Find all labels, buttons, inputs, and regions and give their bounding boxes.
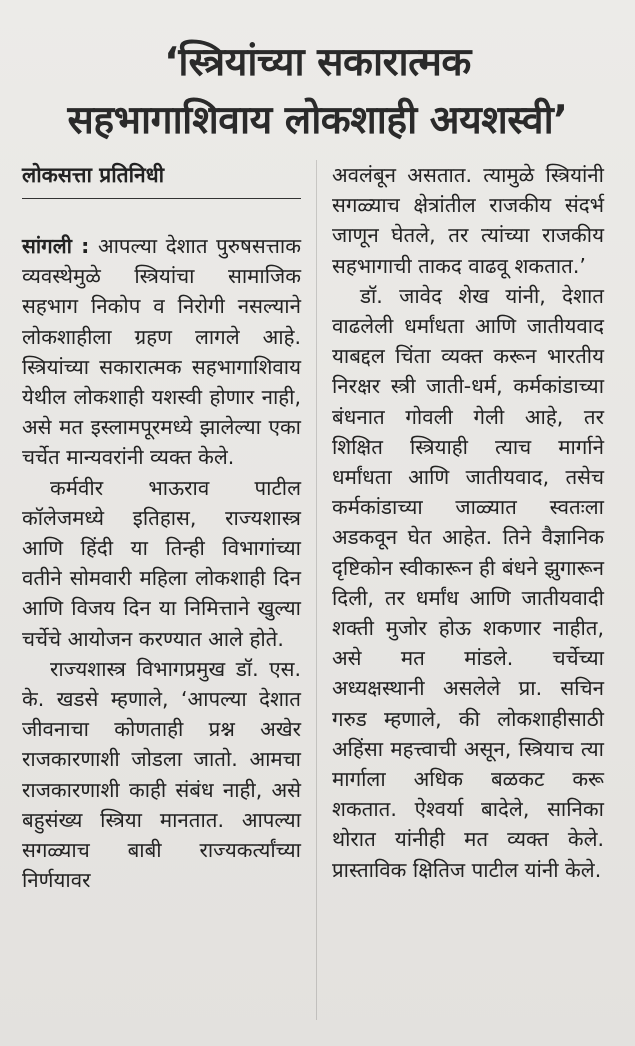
paragraph-1 (22, 231, 301, 473)
headline-line-2: सहभागाशिवाय लोकशाही अयशस्वी’ (67, 98, 568, 143)
headline (14, 34, 621, 150)
paragraph-4: अवलंबून असतात. त्यामुळे स्त्रियांनी सगळ्याच क्षेत्रांतील राजकीय संदर्भ जाणून घेतले, तर त्यांच्या राजकीय सहभागाची ताकद वाढवू शकतात.’ (332, 163, 604, 278)
column-divider (316, 160, 317, 1020)
article-right-column (332, 160, 604, 885)
paragraph-2: कर्मवीर भाऊराव पाटील कॉलेजमध्ये इतिहास, राज्यशास्त्र आणि हिंदी या तिन्ही विभागांच्या वतीने सोमवारी महिला लोकशाही दिन आणि विजय दिन या निमित्ताने खुल्या चर्चेचे आयोजन करण्यात आले होते. (22, 475, 301, 651)
paragraph-1-text: आपल्या देशात पुरुषसत्ताक व्यवस्थेमुळे स्त्रियांचा सामाजिक सहभाग निकोप व निरोगी नसल्याने लोकशाहीला ग्रहण लागले आहे. स्त्रियांच्या सकारात्मक सहभागाशिवाय येथील लोकशाही यशस्वी होणार नाही, असे मत इस्लामपूरमध्ये झालेल्या एका चर्चेत मान्यवरांनी व्यक्त केले. (22, 234, 301, 470)
dateline-place: सांगली : (22, 234, 90, 258)
article-left-column (22, 160, 301, 895)
paragraph-3: राज्यशास्त्र विभागप्रमुख डॉ. एस. के. खडसे म्हणाले, ‘आपल्या देशात जीवनाचा कोणताही प्रश्न अखेर राजकारणाशी जोडला जातो. आमचा राजकारणाशी काही संबंध नाही, असे बहुसंख्य स्त्रिया मानतात. आपल्या सगळ्याच बाबी राज्यकर्त्यांच्या निर्णयावर (22, 656, 301, 893)
paragraph-5: डॉ. जावेद शेख यांनी, देशात वाढलेली धर्मांधता आणि जातीयवाद याबद्दल चिंता व्यक्त करून भारतीय निरक्षर स्त्री जाती-धर्म, कर्मकांडाच्या बंधनात गोवली गेली आहे, तर शिक्षित स्त्रियाही त्याच मार्गाने धर्मांधता आणि जातीयवाद, तसेच कर्मकांडाच्या जाळ्यात स्वतःला अडकवून घेत आहेत. तिने वैज्ञानिक दृष्टिकोन स्वीकारून ही बंधने झुगारून दिली, तर धर्मांध आणि जातीयवादी शक्ती मुजोर होऊ शकणार नाहीत, असे मत मांडले. चर्चेच्या अध्यक्षस्थानी असलेले प्रा. सचिन गरुड म्हणाले, की लोकशाहीसाठी अहिंसा महत्त्वाची असून, स्त्रियाच त्या मार्गाला अधिक बळकट करू शकतात. ऐश्वर्या बादेले, सानिका थोरात यांनीही मत व्यक्त केले. प्रास्ताविक क्षितिज पाटील यांनी केले. (332, 283, 604, 882)
headline-line-1: ‘स्त्रियांच्या सकारात्मक (164, 40, 471, 85)
byline: लोकसत्ता प्रतिनिधी (22, 160, 301, 199)
